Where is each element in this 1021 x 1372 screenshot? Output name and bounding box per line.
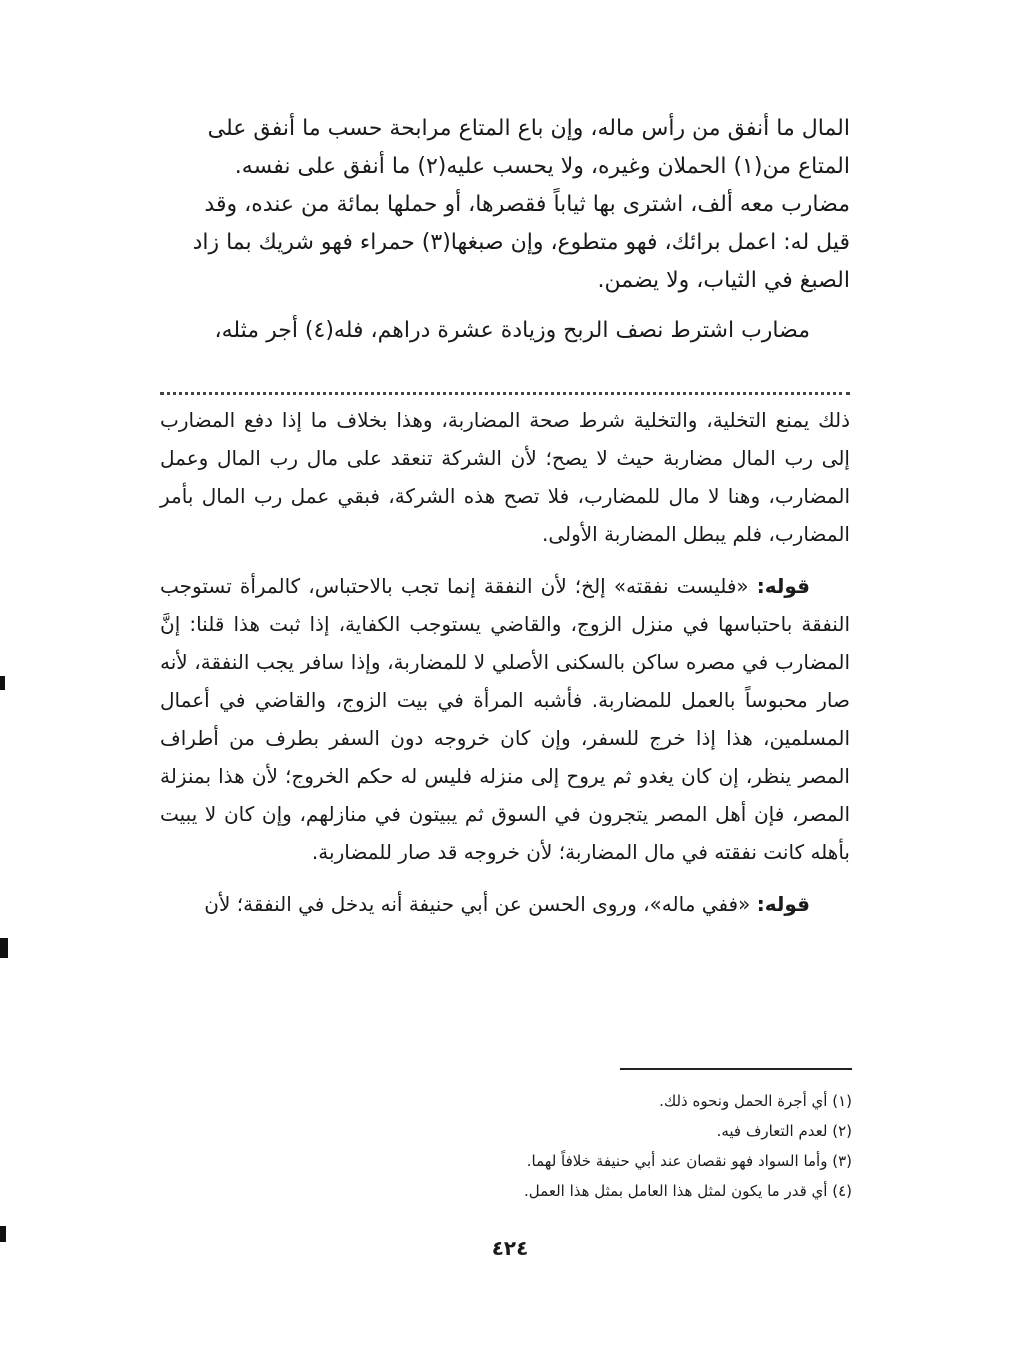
footnotes — [440, 1086, 852, 1206]
footnote: (٢) لعدم التعارف فيه. — [716, 1122, 852, 1140]
scan-speck — [0, 1226, 6, 1242]
main-line: المال ما أنفق من رأس ماله، وإن باع المتاع مرابحة حسب ما أنفق على — [207, 116, 850, 141]
commentary-label: قوله: — [756, 574, 811, 598]
main-text — [160, 110, 850, 350]
scan-speck — [0, 676, 5, 690]
footnote-rule — [620, 1068, 852, 1070]
commentary-label: قوله: — [756, 892, 810, 916]
commentary-text: «ففي ماله»، وروى الحسن عن أبي حنيفة أنه يدخل في النفقة؛ لأن — [204, 892, 751, 916]
commentary-paragraph — [160, 567, 850, 871]
page-body — [160, 110, 850, 937]
footnote: (٣) وأما السواد فهو نقصان عند أبي حنيفة خلافاً لهما. — [526, 1152, 852, 1170]
main-line: قيل له: اعمل برائك، فهو متطوع، وإن صبغها(٣) حمراء فهو شريك بما زاد — [192, 230, 850, 255]
main-line: المتاع من(١) الحملان وغيره، ولا يحسب عليه(٢) ما أنفق على نفسه. — [234, 154, 850, 179]
main-line: مضارب معه ألف، اشترى بها ثياباً فقصرها، أو حملها بمائة من عنده، وقد — [204, 192, 850, 217]
commentary-paragraph — [160, 885, 850, 923]
commentary — [160, 401, 850, 923]
page-number: ٤٢٤ — [491, 1236, 529, 1260]
footnote: (١) أي أجرة الحمل ونحوه ذلك. — [659, 1092, 852, 1110]
commentary-text: «فليست نفقته» إلخ؛ لأن النفقة إنما تجب بالاحتباس، كالمرأة تستوجب النفقة باحتباسها في منزل الزوج، والقاضي يستوجب الكفاية، إذا ثبت هذا قلنا: إنَّ المضارب في مصره ساكن بالسكنى الأصلي لا للمضاربة، وإذا سافر يجب النفقة، لأنه صار محبوساً بالعمل للمضاربة. فأشبه المرأة في بيت الزوج، والقاضي في أعمال المسلمين، هذا إذا خرج للسفر، وإن كان خروجه دون السفر بطرف من أطراف المصر ينظر، إن كان يغدو ثم يروح إلى منزله فليس له حكم الخروج؛ لأن هذا بمنزلة المصر، فإن أهل المصر يتجرون في السوق ثم يبيتون في منازلهم، وإن كان لا يبيت بأهله كانت نفقته في مال المضاربة؛ لأن خروجه قد صار للمضاربة. — [160, 574, 850, 864]
main-line: مضارب اشترط نصف الربح وزيادة عشرة دراهم، فله(٤) أجر مثله، — [214, 318, 810, 343]
main-line: الصبغ في الثياب، ولا يضمن. — [597, 268, 850, 293]
dotted-separator — [160, 378, 850, 395]
scan-speck — [0, 938, 8, 958]
footnote: (٤) أي قدر ما يكون لمثل هذا العامل بمثل هذا العمل. — [524, 1182, 852, 1200]
commentary-paragraph: ذلك يمنع التخلية، والتخلية شرط صحة المضاربة، وهذا بخلاف ما إذا دفع المضارب إلى رب المال مضاربة حيث لا يصح؛ لأن الشركة تنعقد على مال رب المال وعمل المضارب، وهنا لا مال للمضارب، فلا تصح هذه الشركة، فبقي عمل رب المال بأمر المضارب، فلم يبطل المضاربة الأولى. — [160, 408, 850, 546]
